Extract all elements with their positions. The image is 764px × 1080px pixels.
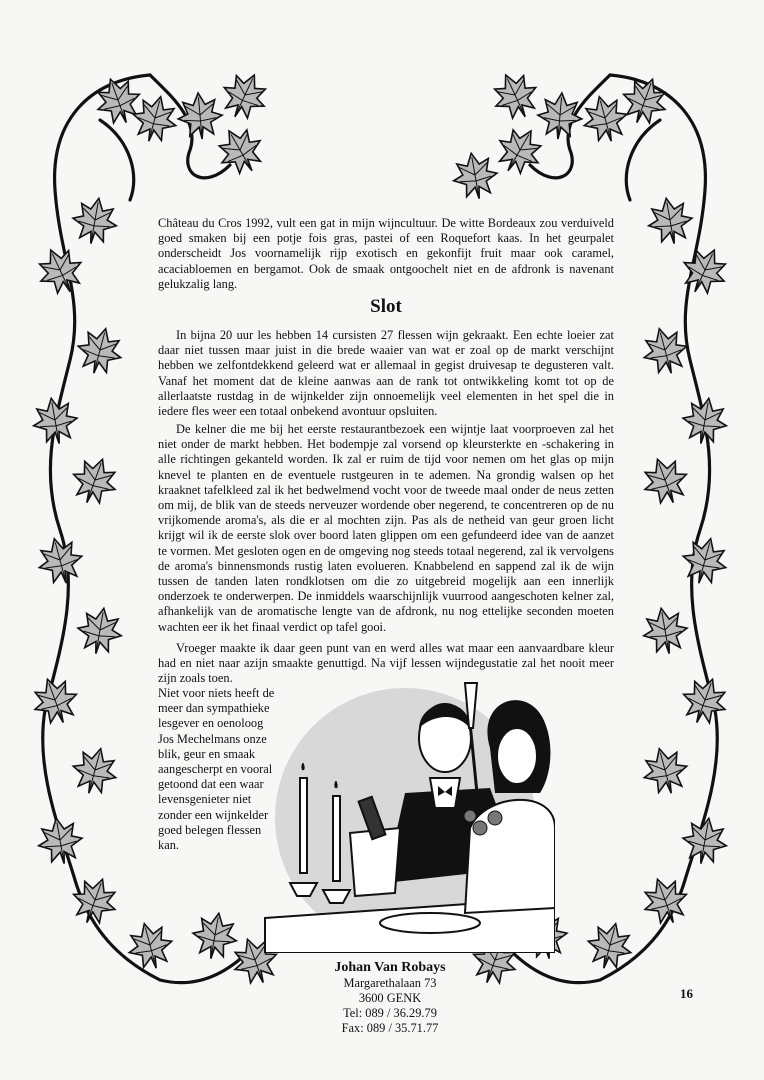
body-paragraph: De kelner die me bij het eerste restaurantbezoek een wijntje laat voorproeven zal het niet onder de markt hebben. Het bodempje zal vorsend op kleursterkte en -schakering in alle richtingen gekanteld worden. Ik zal er ruim de tijd voor nemen om het glas op mijn knevel te planten en de eventuele rustgeuren in te ademen. Na grondig walsen op het kraaknet tafelkleed zal ik het bedwelmend vocht voor de tweede maal onder de neus zetten om mij, de blik van de steeds nerveuzer wordende ober negerend, te concentreren op de nu vrijkomende aroma's, als die er al mochten zijn. Pas als de netheid van geur groen licht krijgt wil ik de eerste slok over boord laten glippen om een gefundeerd idee van de aanzet te vormen. Met gesloten ogen en de omgeving nog steeds totaal negerend, zal ik vervolgens de aroma's binnensmonds rustig laten evolueren. Knabbelend en sappend zal ik de wijn tussen de tanden laten rondklotsen om die zo uitgebreid mogelijk aan een innerlijk onderzoek te onderwerpen. De inmiddels waarschijnlijk vuurrood aangeschoten kelner zal, afhankelijk van de aromatische lengte van de afdronk, nu nog ettelijke seconden moeten wachten eer ik het finaal verdict op tafel gooi. — [158, 422, 614, 634]
author-name: Johan Van Robays — [334, 960, 446, 975]
intro-paragraph: Château du Cros 1992, vult een gat in mijn wijncultuur. De witte Bordeaux zou verduiveld goed smaken bij een potje fois gras, pastei of een Roquefort kaas. In het geurpalet onderscheidt Jos voornamelijk rijp exotisch en gekonfijt fruit maar ook caramel, acaciabloemen en bergamot. Ook de smaak ontgoochelt niet en de afdronk is navenant gelukzalig lang. — [158, 216, 614, 291]
section-heading: Slot — [370, 296, 402, 317]
side-paragraph: Niet voor niets heeft de meer dan sympathieke lesgever en oenoloog Jos Mechelmans onze blik, geur en smaak aangescherpt en vooral getoond dat een waar levensgenieter niet zonder een wijnkelder goed belegen flessen kan. — [158, 686, 275, 853]
author-street: Margarethalaan 73 — [343, 976, 437, 990]
author-city: 3600 GENK — [358, 991, 422, 1005]
author-signature — [290, 960, 490, 1036]
author-fax: Fax: 089 / 35.71.77 — [341, 1021, 439, 1035]
body-paragraph: Vroeger maakte ik daar geen punt van en werd alles wat maar een aanvaardbare kleur had en niet naar azijn smaakte genuttigd. Na vijf lessen wijndegustatie zal het nooit meer zijn zoals toen. — [158, 641, 614, 686]
dining-couple-illustration — [255, 668, 555, 953]
page-number: 16 — [680, 986, 693, 1001]
body-paragraph: In bijna 20 uur les hebben 14 cursisten 27 flessen wijn gekraakt. Een echte loeier zat daar niet tussen maar juist in die brede waaier van wat er zoal op de markt verschijnt hebben we zelfontdekkend geleerd wat er allemaal in gegist druivesap te degusteren valt. Vanaf het moment dat de kleine aanwas aan de rank tot ontwikkeling komt tot op de allerlaatste rustdag in de wijnkelder zijn onnoemelijk veel elementen in het spel die in iedere fles weer een totaal onbekend avontuur opsluiten. — [158, 328, 614, 419]
author-tel: Tel: 089 / 36.29.79 — [343, 1006, 437, 1020]
